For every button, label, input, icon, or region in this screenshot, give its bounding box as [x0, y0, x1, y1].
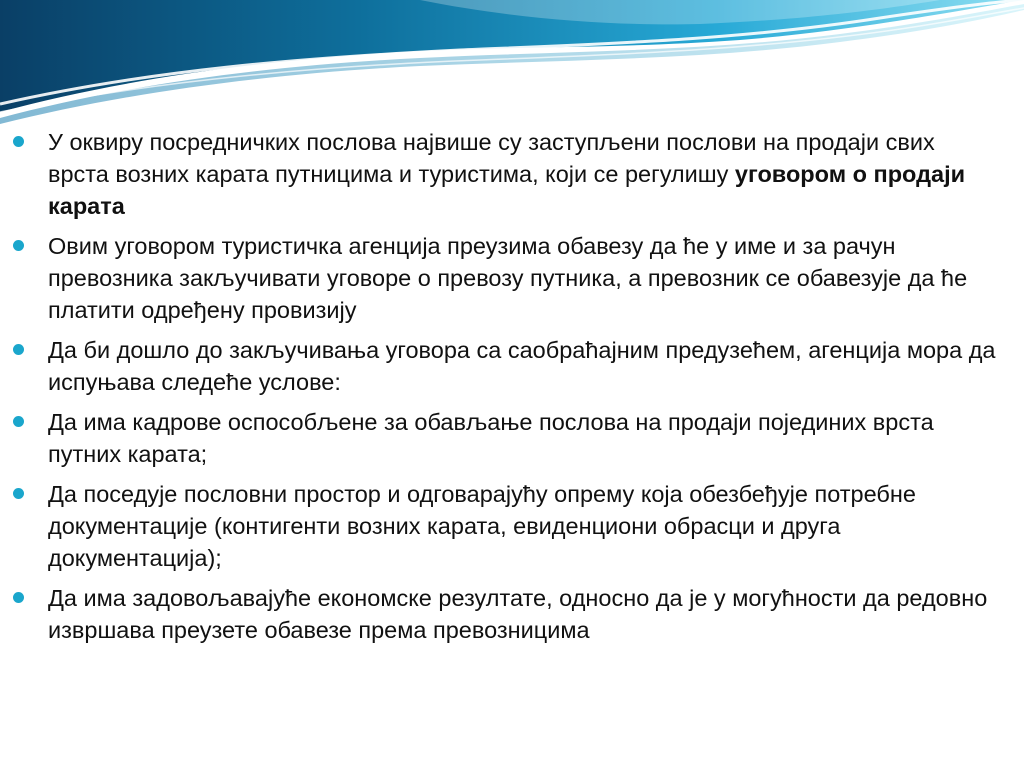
slide-body [10, 126, 1000, 654]
bullet-item-1 [10, 126, 1000, 222]
bullet-dot-icon [13, 592, 24, 603]
bullet-text: У оквиру посредничких послова највише су заступљени послови на продаји свих врста возних карата путницима и туристима, који се регулишу [48, 129, 935, 187]
bullet-dot-icon [13, 136, 24, 147]
bullet-dot-icon [13, 488, 24, 499]
bullet-dot-icon [13, 240, 24, 251]
bullet-dot-icon [13, 416, 24, 427]
header-wave-decoration [0, 0, 1024, 130]
bullet-text: Да би дошло до закључивања уговора са саобраћајним предузећем, агенција мора да испуњава следеће услове: [48, 337, 996, 395]
bullet-item-4 [10, 406, 1000, 470]
bullet-text: Да има задовољавајуће економске резултате, односно да је у могућности да редовно извршава преузете обавезе према превозницима [48, 585, 988, 643]
bullet-item-6 [10, 582, 1000, 646]
bullet-dot-icon [13, 344, 24, 355]
bullet-bold-text: уговором о продаји карата [48, 161, 966, 219]
bullet-item-2 [10, 230, 1000, 326]
bullet-text: Да има кадрове оспособљене за обављање послова на продаји појединих врста путних карата; [48, 409, 934, 467]
bullet-text: Да поседује пословни простор и одговарајућу опрему која обезбеђује потребне документације (контигенти возних карата, евиденциони обрасци и друга документација); [48, 481, 916, 571]
bullet-item-3 [10, 334, 1000, 398]
bullet-text: Овим уговором туристичка агенција преузима обавезу да ће у име и за рачун превозника закључивати уговоре о превозу путника, а превозник се обавезује да ће платити одређену провизију [48, 233, 968, 323]
bullet-list [10, 126, 1000, 646]
bullet-item-5 [10, 478, 1000, 574]
